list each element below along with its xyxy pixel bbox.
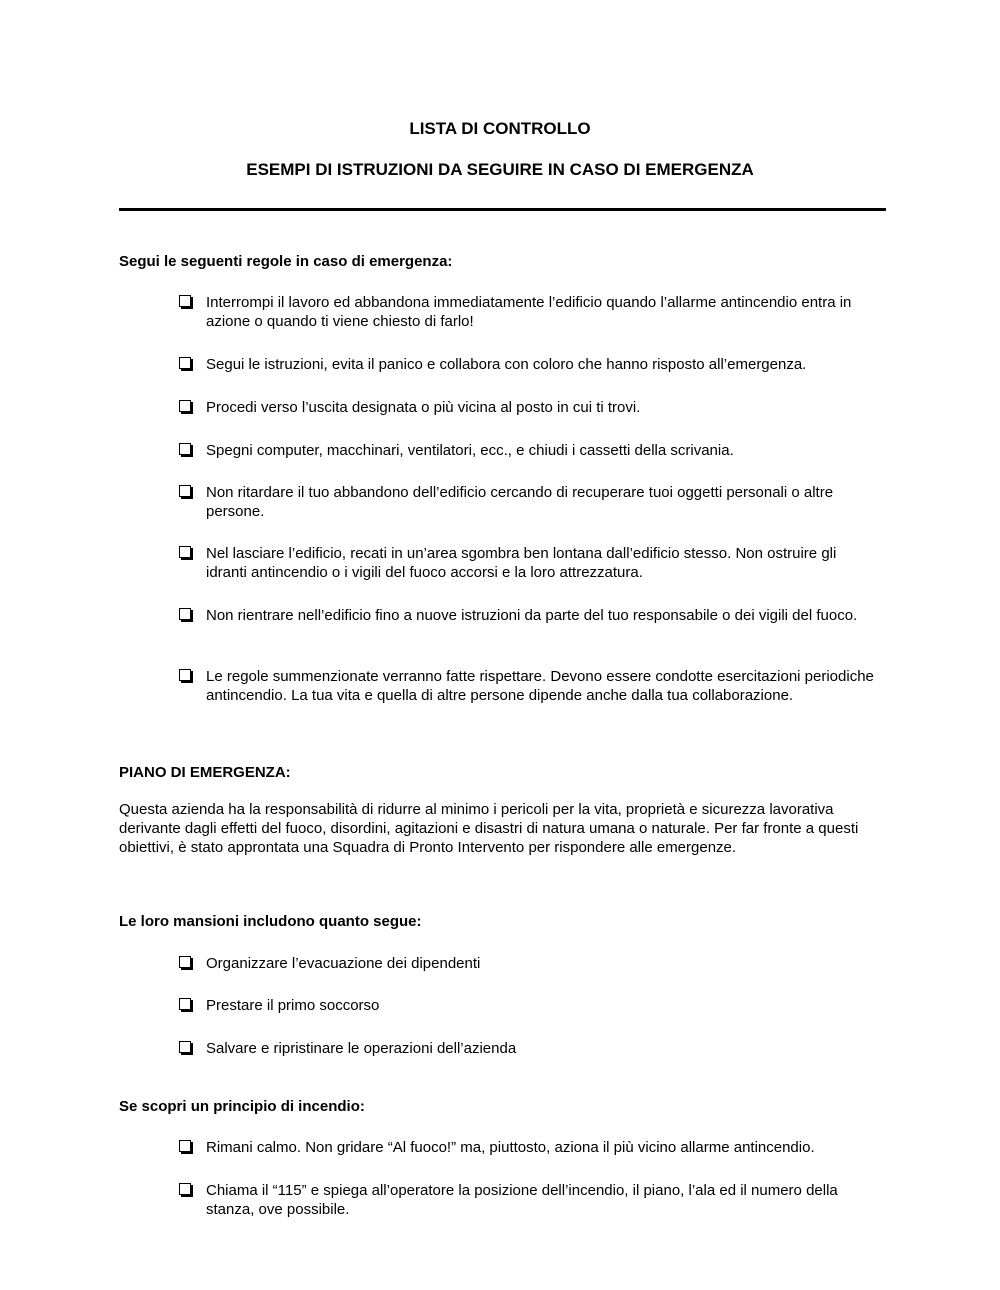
checkbox-icon[interactable] xyxy=(179,546,191,558)
checklist-item-text: Spegni computer, macchinari, ventilatori, ecc., e chiudi i cassetti della scrivania. xyxy=(206,442,734,459)
checklist-item xyxy=(179,608,879,625)
checklist-item xyxy=(179,669,879,705)
checklist-item xyxy=(179,998,879,1015)
checklist-item-text: Rimani calmo. Non gridare “Al fuoco!” ma, piuttosto, aziona il più vicino allarme antincendio. xyxy=(206,1139,815,1156)
checkbox-icon[interactable] xyxy=(179,1183,191,1195)
checkbox-icon[interactable] xyxy=(179,357,191,369)
page-subtitle: ESEMPI DI ISTRUZIONI DA SEGUIRE IN CASO DI EMERGENZA xyxy=(246,160,754,179)
checklist-item xyxy=(179,1041,879,1058)
duties-heading: Le loro mansioni includono quanto segue: xyxy=(119,913,422,930)
checkbox-icon[interactable] xyxy=(179,956,191,968)
checklist-item-text: Non rientrare nell’edificio fino a nuove istruzioni da parte del tuo responsabile o dei vigili del fuoco. xyxy=(206,607,858,624)
checklist-item-text: Salvare e ripristinare le operazioni dell’azienda xyxy=(206,1040,517,1057)
checklist-item-text: Interrompi il lavoro ed abbandona immediatamente l’edificio quando l’allarme antincendio entra in azione o quando ti viene chiesto di farlo! xyxy=(206,294,852,330)
checklist-item-text: Prestare il primo soccorso xyxy=(206,997,380,1014)
checklist-item-text: Procedi verso l’uscita designata o più vicina al posto in cui ti trovi. xyxy=(206,399,641,416)
plan-paragraph: Questa azienda ha la responsabilità di ridurre al minimo i pericoli per la vita, proprietà e sicurezza lavorativa derivante dagli effetti del fuoco, disordini, agitazioni e disastri di natura umana o naturale. Per far fronte a questi obiettivi, è stato approntata una Squadra di Pronto Intervento per rispondere alle emergenze. xyxy=(119,801,859,856)
checkbox-icon[interactable] xyxy=(179,998,191,1010)
title-divider xyxy=(119,208,886,211)
checkbox-icon[interactable] xyxy=(179,608,191,620)
checklist-item-text: Le regole summenzionate verranno fatte rispettare. Devono essere condotte esercitazioni periodiche antincendio. La tua vita e quella di altre persone dipende anche dalla tua collaborazione. xyxy=(206,668,874,704)
checklist-item xyxy=(179,485,879,521)
checklist-item xyxy=(179,295,879,331)
checkbox-icon[interactable] xyxy=(179,400,191,412)
checkbox-icon[interactable] xyxy=(179,485,191,497)
checklist-item-text: Segui le istruzioni, evita il panico e collabora con coloro che hanno risposto all’emergenza. xyxy=(206,356,807,373)
checkbox-icon[interactable] xyxy=(179,443,191,455)
checklist-item xyxy=(179,357,879,374)
checklist-item xyxy=(179,443,879,460)
fire-heading: Se scopri un principio di incendio: xyxy=(119,1098,365,1115)
checklist-item-text: Nel lasciare l’edificio, recati in un’area sgombra ben lontana dall’edificio stesso. Non ostruire gli idranti antincendio o i vigili del fuoco accorsi e la loro attrezzatura. xyxy=(206,545,837,581)
page-title: LISTA DI CONTROLLO xyxy=(409,119,591,138)
checklist-item xyxy=(179,546,879,582)
checkbox-icon[interactable] xyxy=(179,295,191,307)
checklist-item xyxy=(179,1183,879,1219)
checkbox-icon[interactable] xyxy=(179,1041,191,1053)
rules-heading: Segui le seguenti regole in caso di emergenza: xyxy=(119,253,453,270)
checklist-item-text: Non ritardare il tuo abbandono dell’edificio cercando di recuperare tuoi oggetti personali o altre persone. xyxy=(206,484,834,520)
checklist-item-text: Chiama il “115” e spiega all’operatore la posizione dell’incendio, il piano, l’ala ed il numero della stanza, ove possibile. xyxy=(206,1182,838,1218)
checkbox-icon[interactable] xyxy=(179,669,191,681)
checklist-item-text: Organizzare l’evacuazione dei dipendenti xyxy=(206,955,481,972)
checklist-item xyxy=(179,956,879,973)
checklist-item xyxy=(179,1140,879,1157)
checkbox-icon[interactable] xyxy=(179,1140,191,1152)
checklist-item xyxy=(179,400,879,417)
plan-heading: PIANO DI EMERGENZA: xyxy=(119,764,291,781)
